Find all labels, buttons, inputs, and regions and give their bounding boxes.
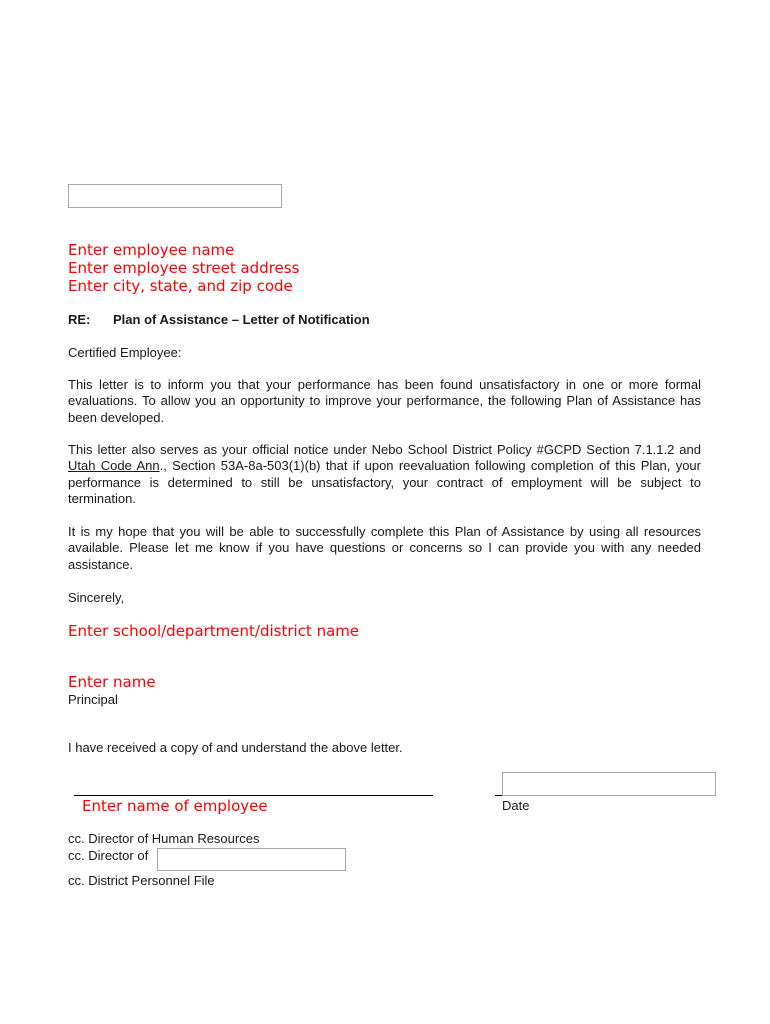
cc-hr: cc. Director of Human Resources — [68, 831, 260, 846]
re-subject: Plan of Assistance – Letter of Notification — [113, 312, 370, 327]
signer-title: Principal — [68, 692, 118, 707]
employee-name-field[interactable]: Enter employee name — [68, 241, 235, 259]
paragraph-1: This letter is to inform you that your performance has been found unsatisfactory in one or more formal evaluations. To allow you an opportunity to improve your performance, the following Plan of Assistance has been developed. — [68, 377, 701, 425]
employee-signature-line — [74, 795, 433, 796]
salutation: Certified Employee: — [68, 345, 182, 360]
employee-signature-name-field[interactable]: Enter name of employee — [82, 797, 268, 815]
signature-date-input[interactable] — [502, 772, 716, 796]
cc-director-label: cc. Director of — [68, 848, 149, 863]
cc-personnel-file: cc. District Personnel File — [68, 873, 215, 888]
utah-code-reference: Utah Code Ann — [68, 458, 160, 474]
paragraph-2 — [68, 442, 701, 508]
paragraph-3: It is my hope that you will be able to successfully complete this Plan of Assistance by using all resources available. Please let me know if you have questions or concerns so I can provide you with any needed assistance. — [68, 524, 701, 572]
employee-street-field[interactable]: Enter employee street address — [68, 259, 300, 277]
date-input[interactable] — [68, 184, 282, 208]
employee-city-field[interactable]: Enter city, state, and zip code — [68, 277, 293, 295]
paragraph-2-text-b: ., Section 53A-8a-503(1)(b) that if upon reevaluation following completion of this Plan, your performance is determined to still be unsatisfactory, your contract of employment will be subject to termination. — [68, 458, 701, 507]
re-label: RE: — [68, 312, 91, 327]
cc-director-input[interactable] — [157, 848, 346, 871]
closing: Sincerely, — [68, 590, 125, 605]
signer-name-field[interactable]: Enter name — [68, 673, 156, 691]
date-label: Date — [502, 798, 530, 813]
paragraph-2-text-a: This letter also serves as your official notice under Nebo School District Policy #GCPD Section 7.1.1.2 and — [68, 442, 701, 457]
acknowledgement-text: I have received a copy of and understand the above letter. — [68, 740, 403, 755]
school-name-field[interactable]: Enter school/department/district name — [68, 622, 360, 640]
